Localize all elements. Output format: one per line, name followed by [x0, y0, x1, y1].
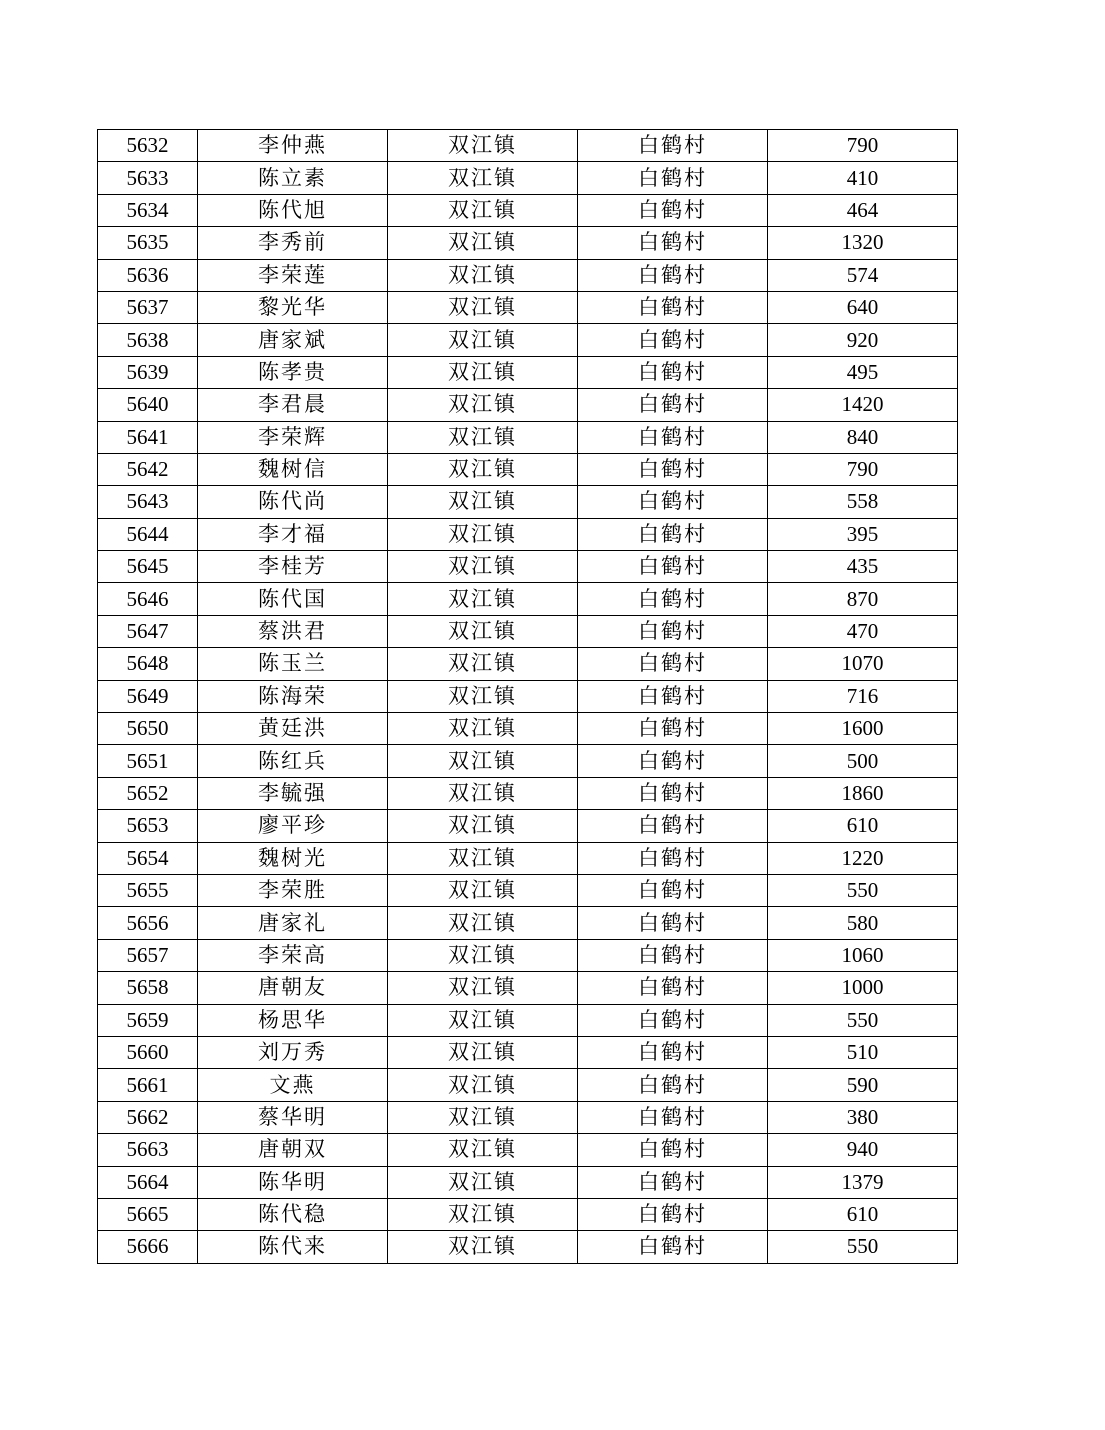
cell-town: 双江镇	[388, 615, 578, 647]
cell-town: 双江镇	[388, 130, 578, 162]
cell-village: 白鹤村	[578, 745, 768, 777]
cell-amount: 1060	[768, 939, 958, 971]
table-row	[98, 389, 958, 421]
cell-name: 李荣辉	[198, 421, 388, 453]
cell-town: 双江镇	[388, 194, 578, 226]
cell-id: 5646	[98, 583, 198, 615]
cell-id: 5644	[98, 518, 198, 550]
cell-town: 双江镇	[388, 1101, 578, 1133]
cell-town: 双江镇	[388, 421, 578, 453]
cell-name: 黄廷洪	[198, 713, 388, 745]
cell-village: 白鹤村	[578, 551, 768, 583]
cell-amount: 610	[768, 810, 958, 842]
table-row	[98, 907, 958, 939]
table-row	[98, 1036, 958, 1068]
table-row	[98, 194, 958, 226]
cell-amount: 716	[768, 680, 958, 712]
cell-id: 5662	[98, 1101, 198, 1133]
cell-village: 白鹤村	[578, 1036, 768, 1068]
cell-name: 唐朝友	[198, 972, 388, 1004]
cell-amount: 870	[768, 583, 958, 615]
cell-id: 5655	[98, 874, 198, 906]
cell-town: 双江镇	[388, 1231, 578, 1263]
table-row	[98, 162, 958, 194]
table-row	[98, 713, 958, 745]
cell-name: 陈华明	[198, 1166, 388, 1198]
cell-amount: 1860	[768, 777, 958, 809]
table-row	[98, 1134, 958, 1166]
table-row	[98, 972, 958, 1004]
cell-name: 唐朝双	[198, 1134, 388, 1166]
cell-name: 李秀前	[198, 227, 388, 259]
table-row	[98, 874, 958, 906]
cell-name: 李君晨	[198, 389, 388, 421]
cell-town: 双江镇	[388, 810, 578, 842]
cell-id: 5659	[98, 1004, 198, 1036]
table-row	[98, 291, 958, 323]
cell-amount: 610	[768, 1198, 958, 1230]
cell-town: 双江镇	[388, 648, 578, 680]
cell-id: 5638	[98, 324, 198, 356]
cell-village: 白鹤村	[578, 356, 768, 388]
table-row	[98, 1166, 958, 1198]
cell-town: 双江镇	[388, 291, 578, 323]
cell-amount: 435	[768, 551, 958, 583]
cell-village: 白鹤村	[578, 810, 768, 842]
cell-name: 魏树光	[198, 842, 388, 874]
cell-town: 双江镇	[388, 583, 578, 615]
cell-id: 5648	[98, 648, 198, 680]
cell-village: 白鹤村	[578, 1231, 768, 1263]
cell-town: 双江镇	[388, 1069, 578, 1101]
cell-village: 白鹤村	[578, 583, 768, 615]
cell-amount: 550	[768, 1231, 958, 1263]
cell-name: 陈红兵	[198, 745, 388, 777]
table-row	[98, 842, 958, 874]
cell-id: 5641	[98, 421, 198, 453]
cell-village: 白鹤村	[578, 291, 768, 323]
cell-town: 双江镇	[388, 324, 578, 356]
cell-id: 5647	[98, 615, 198, 647]
table-row	[98, 1069, 958, 1101]
table-row	[98, 486, 958, 518]
table-row	[98, 356, 958, 388]
data-table	[97, 129, 958, 1264]
cell-name: 陈孝贵	[198, 356, 388, 388]
cell-name: 李才福	[198, 518, 388, 550]
cell-amount: 1220	[768, 842, 958, 874]
cell-village: 白鹤村	[578, 389, 768, 421]
cell-amount: 410	[768, 162, 958, 194]
cell-amount: 1000	[768, 972, 958, 1004]
cell-town: 双江镇	[388, 259, 578, 291]
cell-name: 李仲燕	[198, 130, 388, 162]
cell-amount: 940	[768, 1134, 958, 1166]
cell-id: 5664	[98, 1166, 198, 1198]
cell-name: 魏树信	[198, 453, 388, 485]
table-row	[98, 518, 958, 550]
cell-name: 李荣莲	[198, 259, 388, 291]
cell-town: 双江镇	[388, 356, 578, 388]
cell-amount: 470	[768, 615, 958, 647]
cell-id: 5642	[98, 453, 198, 485]
cell-amount: 790	[768, 453, 958, 485]
cell-village: 白鹤村	[578, 777, 768, 809]
cell-amount: 395	[768, 518, 958, 550]
cell-id: 5653	[98, 810, 198, 842]
cell-id: 5657	[98, 939, 198, 971]
cell-town: 双江镇	[388, 777, 578, 809]
cell-id: 5658	[98, 972, 198, 1004]
table-row	[98, 227, 958, 259]
table-body	[98, 130, 958, 1264]
cell-id: 5636	[98, 259, 198, 291]
cell-id: 5634	[98, 194, 198, 226]
cell-town: 双江镇	[388, 874, 578, 906]
cell-id: 5652	[98, 777, 198, 809]
cell-village: 白鹤村	[578, 259, 768, 291]
cell-amount: 790	[768, 130, 958, 162]
cell-town: 双江镇	[388, 1198, 578, 1230]
cell-town: 双江镇	[388, 162, 578, 194]
cell-amount: 500	[768, 745, 958, 777]
cell-amount: 464	[768, 194, 958, 226]
cell-name: 刘万秀	[198, 1036, 388, 1068]
cell-id: 5661	[98, 1069, 198, 1101]
cell-id: 5656	[98, 907, 198, 939]
table-row	[98, 421, 958, 453]
cell-amount: 558	[768, 486, 958, 518]
table-row	[98, 1198, 958, 1230]
table-row	[98, 453, 958, 485]
cell-town: 双江镇	[388, 1166, 578, 1198]
cell-town: 双江镇	[388, 453, 578, 485]
cell-name: 蔡洪君	[198, 615, 388, 647]
cell-amount: 1320	[768, 227, 958, 259]
table-row	[98, 583, 958, 615]
cell-village: 白鹤村	[578, 1069, 768, 1101]
cell-village: 白鹤村	[578, 939, 768, 971]
cell-village: 白鹤村	[578, 972, 768, 1004]
table-row	[98, 745, 958, 777]
cell-amount: 640	[768, 291, 958, 323]
cell-village: 白鹤村	[578, 615, 768, 647]
cell-name: 蔡华明	[198, 1101, 388, 1133]
cell-amount: 590	[768, 1069, 958, 1101]
cell-name: 李毓强	[198, 777, 388, 809]
cell-name: 文燕	[198, 1069, 388, 1101]
cell-village: 白鹤村	[578, 1004, 768, 1036]
table-row	[98, 810, 958, 842]
table-row	[98, 939, 958, 971]
cell-town: 双江镇	[388, 907, 578, 939]
cell-village: 白鹤村	[578, 713, 768, 745]
cell-id: 5645	[98, 551, 198, 583]
cell-id: 5643	[98, 486, 198, 518]
cell-amount: 1600	[768, 713, 958, 745]
table-row	[98, 1231, 958, 1263]
cell-amount: 550	[768, 1004, 958, 1036]
cell-id: 5633	[98, 162, 198, 194]
cell-village: 白鹤村	[578, 421, 768, 453]
cell-village: 白鹤村	[578, 453, 768, 485]
cell-name: 李桂芳	[198, 551, 388, 583]
cell-village: 白鹤村	[578, 1166, 768, 1198]
cell-id: 5651	[98, 745, 198, 777]
cell-name: 杨思华	[198, 1004, 388, 1036]
cell-name: 陈立素	[198, 162, 388, 194]
table-row	[98, 259, 958, 291]
cell-name: 陈代国	[198, 583, 388, 615]
cell-amount: 1379	[768, 1166, 958, 1198]
cell-town: 双江镇	[388, 680, 578, 712]
cell-name: 李荣胜	[198, 874, 388, 906]
table-row	[98, 1004, 958, 1036]
table-row	[98, 130, 958, 162]
cell-town: 双江镇	[388, 227, 578, 259]
cell-id: 5635	[98, 227, 198, 259]
cell-amount: 580	[768, 907, 958, 939]
cell-name: 唐家礼	[198, 907, 388, 939]
cell-amount: 510	[768, 1036, 958, 1068]
cell-town: 双江镇	[388, 939, 578, 971]
cell-village: 白鹤村	[578, 1198, 768, 1230]
table-row	[98, 1101, 958, 1133]
cell-amount: 1070	[768, 648, 958, 680]
table-row	[98, 777, 958, 809]
cell-id: 5632	[98, 130, 198, 162]
cell-amount: 920	[768, 324, 958, 356]
cell-town: 双江镇	[388, 1036, 578, 1068]
cell-village: 白鹤村	[578, 680, 768, 712]
cell-id: 5666	[98, 1231, 198, 1263]
cell-village: 白鹤村	[578, 130, 768, 162]
cell-amount: 840	[768, 421, 958, 453]
cell-village: 白鹤村	[578, 1101, 768, 1133]
cell-id: 5663	[98, 1134, 198, 1166]
cell-amount: 550	[768, 874, 958, 906]
cell-name: 唐家斌	[198, 324, 388, 356]
cell-village: 白鹤村	[578, 1134, 768, 1166]
cell-town: 双江镇	[388, 1004, 578, 1036]
table-row	[98, 680, 958, 712]
cell-town: 双江镇	[388, 486, 578, 518]
cell-name: 陈代稳	[198, 1198, 388, 1230]
cell-town: 双江镇	[388, 551, 578, 583]
cell-town: 双江镇	[388, 713, 578, 745]
table-row	[98, 324, 958, 356]
cell-name: 黎光华	[198, 291, 388, 323]
cell-village: 白鹤村	[578, 227, 768, 259]
cell-id: 5650	[98, 713, 198, 745]
cell-town: 双江镇	[388, 745, 578, 777]
cell-town: 双江镇	[388, 972, 578, 1004]
table-row	[98, 551, 958, 583]
cell-town: 双江镇	[388, 842, 578, 874]
cell-name: 陈玉兰	[198, 648, 388, 680]
table-row	[98, 648, 958, 680]
cell-village: 白鹤村	[578, 648, 768, 680]
cell-name: 李荣高	[198, 939, 388, 971]
cell-village: 白鹤村	[578, 518, 768, 550]
cell-name: 陈海荣	[198, 680, 388, 712]
cell-village: 白鹤村	[578, 194, 768, 226]
cell-village: 白鹤村	[578, 486, 768, 518]
cell-amount: 380	[768, 1101, 958, 1133]
cell-village: 白鹤村	[578, 874, 768, 906]
cell-id: 5665	[98, 1198, 198, 1230]
cell-village: 白鹤村	[578, 842, 768, 874]
table-row	[98, 615, 958, 647]
cell-name: 陈代尚	[198, 486, 388, 518]
cell-name: 陈代来	[198, 1231, 388, 1263]
cell-village: 白鹤村	[578, 907, 768, 939]
cell-name: 廖平珍	[198, 810, 388, 842]
cell-amount: 495	[768, 356, 958, 388]
cell-village: 白鹤村	[578, 324, 768, 356]
cell-amount: 1420	[768, 389, 958, 421]
cell-town: 双江镇	[388, 1134, 578, 1166]
cell-town: 双江镇	[388, 389, 578, 421]
cell-id: 5654	[98, 842, 198, 874]
cell-town: 双江镇	[388, 518, 578, 550]
cell-id: 5649	[98, 680, 198, 712]
cell-amount: 574	[768, 259, 958, 291]
cell-id: 5637	[98, 291, 198, 323]
cell-id: 5640	[98, 389, 198, 421]
cell-name: 陈代旭	[198, 194, 388, 226]
cell-id: 5639	[98, 356, 198, 388]
cell-village: 白鹤村	[578, 162, 768, 194]
cell-id: 5660	[98, 1036, 198, 1068]
